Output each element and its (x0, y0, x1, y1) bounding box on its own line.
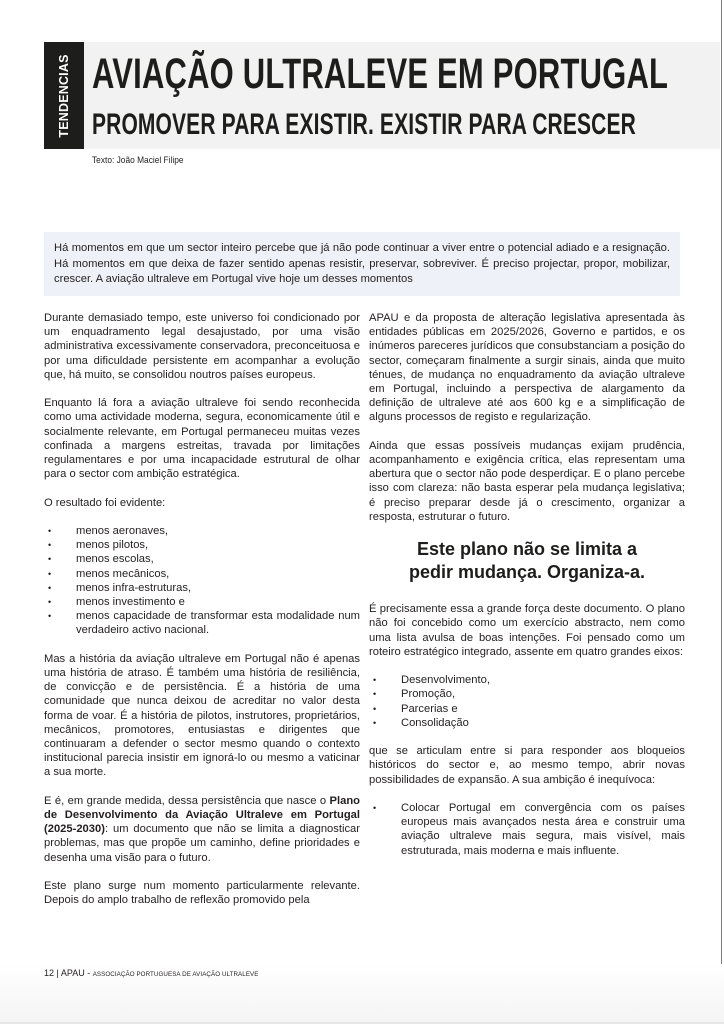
section-tag-label: TENDENCIAS (57, 53, 71, 138)
plan-name: Plano de Desenvolvimento da Aviação Ultraleve em Portugal (2025-2030) (44, 794, 360, 836)
paragraph: APAU e da proposta de alteração legislativa apresentada às entidades públicas em 2025/2026, Governo e partidos, e os inúmeros pareceres jurídicos que consubstanciam a posição do sector, começaram finalmente a surgir sinais, ainda que muito ténues, de mudança no enquadramento da aviação ultraleve em Portugal, incluindo a perspectiva de alargamento da definição de ultraleve até aos 600 kg e a simplificação de alguns processos de registo e regularização. (369, 312, 685, 424)
intro-box (44, 232, 680, 296)
section-tag (44, 42, 84, 149)
left-column (44, 311, 360, 922)
paragraph-text: : um documento que não se limita a diagnosticar problemas, mas que propõe um caminho, define prioridades e desenha uma visão para o futuro. (44, 823, 360, 864)
article-subtitle: PROMOVER PARA EXISTIR. EXISTIR PARA CRESCER (92, 108, 636, 141)
paragraph: Este plano surge num momento particularmente relevante. Depois do amplo trabalho de reflexão promovido pela (44, 880, 360, 907)
pull-quote-line: Este plano não se limita a (416, 539, 638, 560)
footer-org-full: ASSOCIAÇÃO PORTUGUESA DE AVIAÇÃO ULTRALEVE (92, 971, 259, 978)
paragraph: O resultado foi evidente: (44, 496, 166, 509)
footer-separator: | (54, 968, 61, 978)
list-item: • menos pilotos, (44, 538, 360, 552)
list-item: • menos infra-estruturas, (44, 581, 360, 595)
paragraph: Enquanto lá fora a aviação ultraleve foi sendo reconhecida como uma actividade moderna, segura, economicamente útil e socialmente relevante, em Portugal permaneceu muitas vezes confinada a margens estreitas, travada por limitações regulamentares e por uma incapacidade estrutural de olhar para o sector com ambição estratégica. (44, 397, 360, 481)
list-item: • menos capacidade de transformar esta modalidade num verdadeiro activo nacional. (44, 609, 360, 637)
list-item: • Promoção, (369, 687, 685, 701)
results-list (44, 524, 360, 638)
list-item: • Consolidação (369, 716, 685, 730)
page-footer (44, 968, 259, 978)
footer-dash: - (84, 968, 93, 978)
list-item: • Colocar Portugal em convergência com os países europeus mais avançados nesta área e construir uma aviação ultraleve mais segura, mais visível, mais estruturada, mais moderna e mais influente. (369, 801, 685, 858)
ambitions-list (369, 801, 685, 858)
list-item: • menos investimento e (44, 595, 360, 609)
page-number: 12 (44, 968, 55, 978)
paragraph (44, 794, 360, 865)
axes-list (369, 673, 685, 730)
intro-text: Há momentos em que um sector inteiro percebe que já não pode continuar a viver entre o potencial adiado e a resignação. Há momentos em que deixa de fazer sentido apenas resistir, preservar, sobreviver. É preciso projectar, propor, mobilizar, crescer. A aviação ultraleve em Portugal vive hoje um desses momentos (54, 242, 670, 286)
byline: Texto: João Maciel Filipe (92, 155, 184, 166)
footer-org-short: APAU (60, 968, 85, 978)
list-item: • menos mecânicos, (44, 567, 360, 581)
pull-quote-line: pedir mudança. Organiza-a. (408, 562, 646, 583)
list-item: • Desenvolvimento, (369, 673, 685, 687)
page-edge (721, 0, 722, 1024)
paragraph: Ainda que essas possíveis mudanças exijam prudência, acompanhamento e exigência crítica, elas representam uma abertura que o sector não pode desperdiçar. E o plano percebe isso com clareza: não basta esperar pela mudança legislativa; é preciso preparar desde já o crescimento, organizar a resposta, estruturar o futuro. (369, 439, 685, 523)
paragraph: É precisamente essa a grande força deste documento. O plano não foi concebido como um exercício abstracto, nem como uma lista avulsa de boas intenções. Foi pensado como um roteiro estratégico integrado, assente em quatro grandes eixos: (369, 603, 685, 658)
list-item: • menos escolas, (44, 552, 360, 566)
article-title: AVIAÇÃO ULTRALEVE EM PORTUGAL (92, 50, 669, 98)
list-item: • Parcerias e (369, 702, 685, 716)
paragraph: que se articulam entre si para responder aos bloqueios históricos do sector e, ao mesmo tempo, abrir novas possibilidades de expansão. A sua ambição é inequívoca: (369, 745, 685, 786)
list-item: • menos aeronaves, (44, 524, 360, 538)
paragraph-text: E é, em grande medida, dessa persistência que nasce o (44, 794, 330, 807)
pull-quote (369, 538, 685, 584)
right-column (369, 311, 685, 872)
paragraph: Durante demasiado tempo, este universo foi condicionado por um enquadramento legal desajustado, por uma visão administrativa excessivamente conservadora, preconceituosa e por uma dificuldade persistente em acompanhar a evolução que, há muito, se consolidou noutros países europeus. (44, 312, 360, 381)
paragraph: Mas a história da aviação ultraleve em Portugal não é apenas uma história de atraso. É também uma história de resiliência, de convicção e de persistência. É a história de uma comunidade que nunca deixou de acreditar no valor desta forma de voar. É a história de pilotos, instrutores, proprietários, mecânicos, promotores, entusiastas e dirigentes que continuaram a defender o sector mesmo quando o contexto institucional parecia insistir em ignorá-lo ou mesmo a vaticinar a sua morte. (44, 652, 360, 779)
